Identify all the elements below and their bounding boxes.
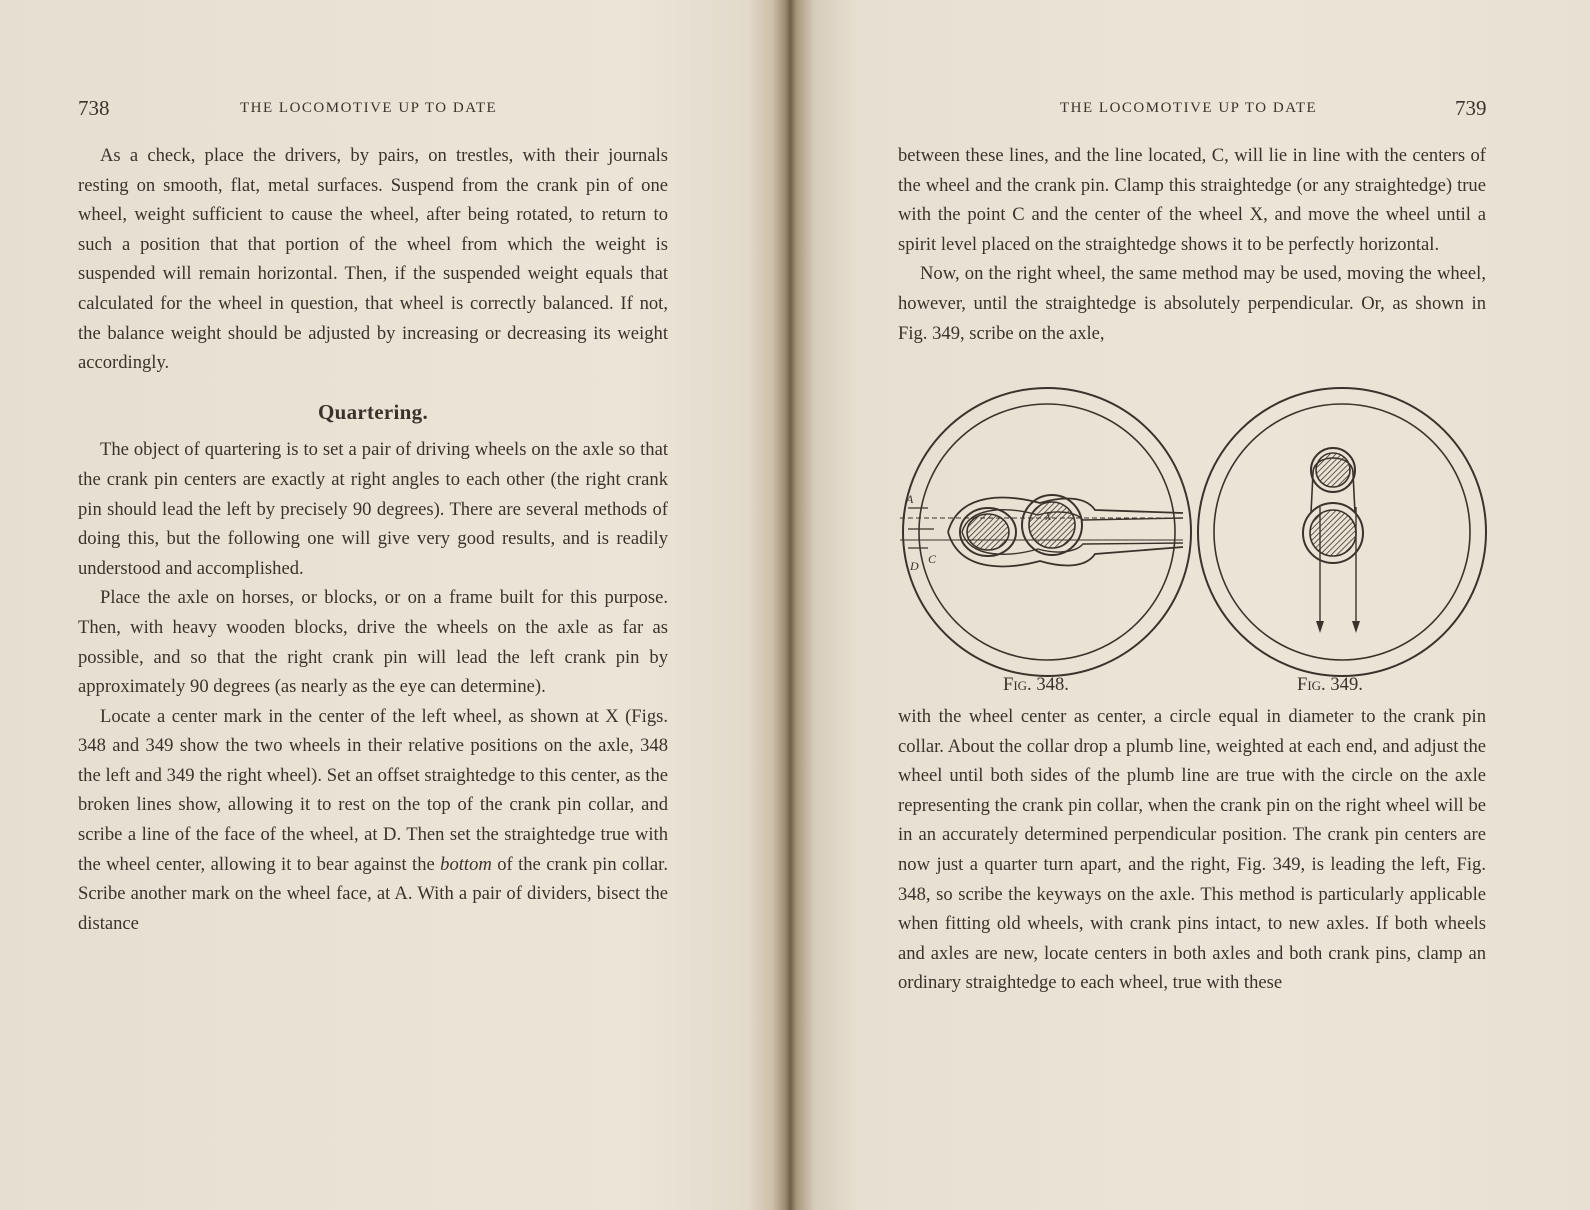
paragraph-text: Locate a center mark in the center of the left wheel, as shown at X (Figs. 348 and 349 show the two wheels in their relative positions on the axle, 348 the left and 349 the right wheel). Set an offset straightedge to this center, as the broken lines show, allowing it to rest on the top of the crank pin collar, and scribe a line of the face of the wheel, at D. Then set the straightedge true with the wheel center, allowing it to bear against the xyxy=(78,705,668,875)
paragraph: Now, on the right wheel, the same method may be used, moving the wheel, however, until the straightedge is absolutely perpendicular. Or, as shown in Fig. 349, scribe on the axle, xyxy=(898,263,1486,344)
section-heading: Quartering. xyxy=(317,399,429,424)
paragraph: As a check, place the drivers, by pairs, on trestles, with their journals resting on smooth, flat, metal surfaces. Suspend from the crank pin of one wheel, weight sufficient to cause the wheel, after being rotated, to return to such a position that that portion of the wheel from which the weight is suspended will remain horizontal. Then, if the suspended weight equals that calculated for the wheel in question, that wheel is correctly balanced. If not, the balance weight should be adjusted by increasing or decreasing its weight accordingly. xyxy=(78,145,668,374)
right-page-body-top xyxy=(898,141,1486,348)
paragraph-text: Place the axle on horses, or blocks, or on a frame built for this purpose. Then, with heavy wooden blocks, drive the wheels on the axle as far as possible, and so that the right crank pin will lead the left crank pin by approximately 90 degrees (as nearly as the eye can determine). xyxy=(78,587,668,698)
paragraph: between these lines, and the line located, C, will lie in line with the centers of the wheel and the crank pin. Clamp this straightedge (or any straightedge) true with the point C and the center of the wheel X, and move the wheel until a spirit level placed on the straightedge shows it to be perfectly horizontal. xyxy=(898,145,1486,255)
running-head: THE LOCOMOTIVE UP TO DATE xyxy=(1060,100,1318,116)
label-a: A xyxy=(906,492,914,506)
paragraph xyxy=(78,702,668,939)
paragraph: with the wheel center as center, a circle equal in diameter to the crank pin collar. About the collar drop a plumb line, weighted at each end, and adjust the wheel until both sides of the plumb line are true with the circle on the axle representing the crank pin collar, when the crank pin on the right wheel will be in an accurately determined perpendicular position. The crank pin centers are now just a quarter turn apart, and the right, Fig. 349, is leading the left, Fig. 348, so scribe the keyways on the axle. This method is particularly applicable when fitting old wheels, with crank pins intact, to new axles. If both wheels and axles are new, locate centers in both axles and both crank pins, clamp an ordinary straightedge to each wheel, true with these xyxy=(898,706,1486,994)
crank-pin-hatched xyxy=(1316,453,1350,487)
right-page-body-bottom xyxy=(898,702,1486,998)
plumb-weight-left xyxy=(1316,621,1324,633)
left-page xyxy=(0,0,785,1210)
emphasis: bottom xyxy=(440,853,492,875)
fig-349-diagram xyxy=(1195,385,1490,680)
paragraph-text: of the crank pin collar. Scribe another mark on the wheel face, at A. With a pair of dividers, bisect the distance xyxy=(78,853,668,934)
fig-349-caption: Fig. 349. xyxy=(1297,674,1363,695)
label-d: D xyxy=(910,559,919,573)
label-x: X xyxy=(1045,511,1052,523)
fig-348-diagram xyxy=(900,385,1195,680)
left-page-body xyxy=(78,141,668,938)
right-page xyxy=(800,0,1590,1210)
paragraph: The object of quartering is to set a pair of driving wheels on the axle so that the crank pin centers are exactly at right angles to each other (the right crank pin should lead the left by precisely 90 degrees). There are several methods of doing this, but the following one will give very good results, and is readily understood and accomplished. xyxy=(78,439,668,579)
axle-hatched xyxy=(1310,510,1356,556)
fig-348-caption: Fig. 348. xyxy=(1003,674,1069,695)
plumb-weight-right xyxy=(1352,621,1360,633)
page-number: 738 xyxy=(78,96,110,120)
running-head: THE LOCOMOTIVE UP TO DATE xyxy=(240,100,498,116)
crank-pin-hatched xyxy=(1029,502,1075,548)
label-c: C xyxy=(928,552,937,566)
paragraph xyxy=(78,583,668,701)
axle-hatched xyxy=(967,514,1009,550)
page-number: 739 xyxy=(1455,96,1487,120)
